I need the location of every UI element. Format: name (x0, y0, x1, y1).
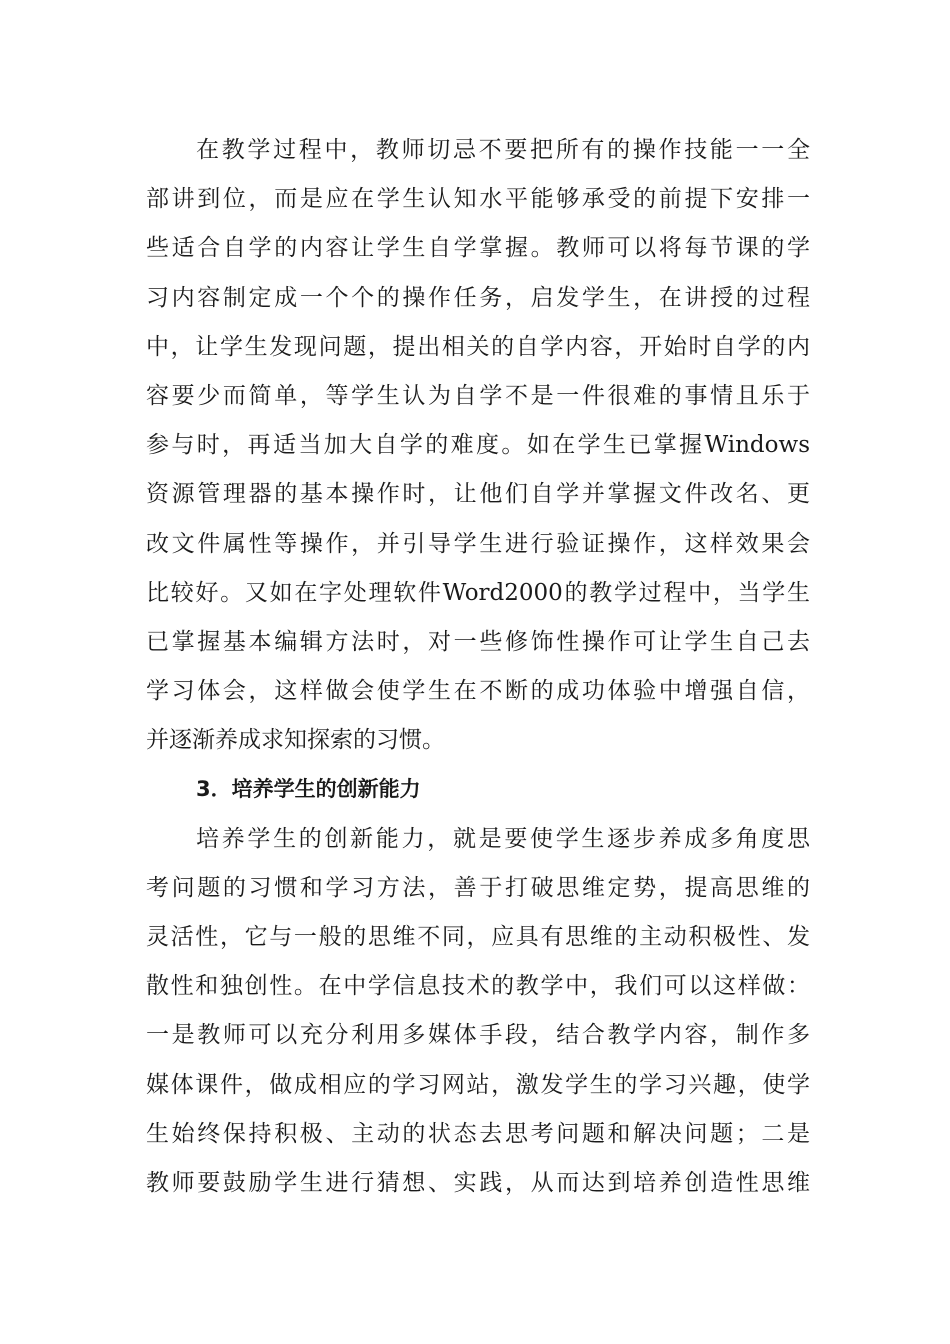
paragraph-line: 灵活性，它与一般的思维不同，应具有思维的主动积极性、发 (146, 924, 810, 950)
paragraph-line: 生始终保持积极、主动的状态去思考问题和解决问题；二是 (146, 1120, 810, 1147)
paragraph-line: 已掌握基本编辑方法时，对一些修饰性操作可让学生自己去 (146, 628, 810, 655)
paragraph-line: 媒体课件，做成相应的学习网站，激发学生的学习兴趣，使学 (146, 1071, 810, 1098)
paragraph-line: 中，让学生发现问题，提出相关的自学内容，开始时自学的内 (146, 333, 810, 360)
paragraph-line: 学习体会，这样做会使学生在不断的成功体验中增强自信， (146, 678, 810, 705)
paragraph-line: 资源管理器的基本操作时，让他们自学并掌握文件改名、更 (146, 481, 810, 508)
paragraph-line: 散性和独创性。在中学信息技术的教学中，我们可以这样做： (146, 973, 810, 1000)
paragraph-line: 比较好。又如在字处理软件Word2000的教学过程中，当学生 (146, 579, 810, 606)
paragraph-line: 参与时，再适当加大自学的难度。如在学生已掌握Windows (146, 432, 810, 459)
paragraph-line: 考问题的习惯和学习方法，善于打破思维定势，提高思维的 (146, 874, 810, 901)
section-heading: 3．培养学生的创新能力 (196, 777, 421, 802)
paragraph-line: 改文件属性等操作，并引导学生进行验证操作，这样效果会 (146, 530, 810, 557)
paragraph-2 (146, 815, 810, 1209)
paragraph-line: 并逐渐养成求知探索的习惯。 (146, 727, 445, 754)
paragraph-line: 教师要鼓励学生进行猜想、实践，从而达到培养创造性思维 (146, 1169, 810, 1196)
paragraph-line: 培养学生的创新能力，就是要使学生逐步养成多角度思 (196, 825, 810, 852)
paragraph-line: 一是教师可以充分利用多媒体手段，结合教学内容，制作多 (146, 1022, 810, 1049)
paragraph-line: 习内容制定成一个个的操作任务，启发学生，在讲授的过程 (146, 284, 810, 311)
paragraph-line: 部讲到位，而是应在学生认知水平能够承受的前提下安排一 (146, 186, 810, 213)
paragraph-line: 在教学过程中，教师切忌不要把所有的操作技能一一全 (196, 137, 810, 163)
paragraph-line: 些适合自学的内容让学生自学掌握。教师可以将每节课的学 (146, 235, 810, 262)
document-body (146, 126, 810, 1208)
paragraph-1 (146, 126, 810, 765)
paragraph-line: 容要少而简单，等学生认为自学不是一件很难的事情且乐于 (146, 382, 810, 409)
